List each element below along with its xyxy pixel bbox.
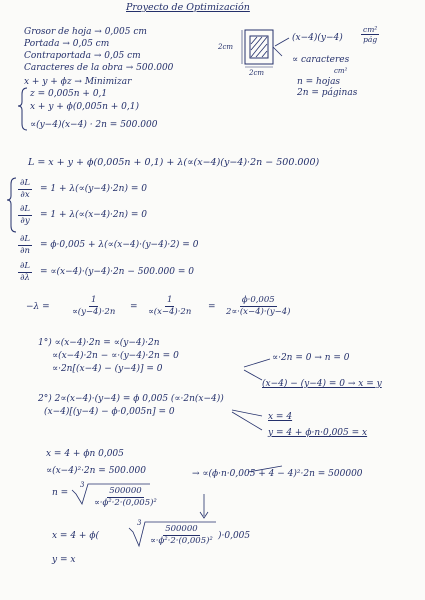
case1-line: ∝(x−4)·2n − ∝·(y−4)·2n = 0: [52, 351, 179, 361]
alpha-label: ∝ caracteres: [292, 55, 350, 65]
case1-result: (x−4) − (y−4) = 0 → x = y: [262, 379, 382, 389]
given-line: Grosor de hoja → 0,005 cm: [24, 27, 147, 37]
case2-result: x = 4: [268, 412, 293, 422]
given-line: Contraportada → 0,05 cm: [24, 51, 141, 61]
given-line: Portada → 0,05 cm: [24, 39, 110, 49]
given-line: Caracteres de la obra → 500.000: [24, 63, 174, 73]
partial-den: ∂n: [20, 246, 30, 256]
n-root-fraction: [92, 486, 159, 509]
alpha-unit: cm²: [334, 67, 348, 75]
fraction-den: 2∝·(x−4)·(y−4): [226, 307, 291, 317]
solution-line: x = 4 + ϕn 0,005: [46, 449, 124, 459]
partial-rhs: = 1 + λ(∝(x−4)·2n) = 0: [40, 210, 147, 220]
diagram-bottom-label: 2cm: [249, 69, 265, 77]
solution-line: n =: [52, 488, 69, 498]
area-unit-den: pág: [363, 35, 378, 44]
partial-num: ∂L: [20, 204, 31, 214]
fraction-num: 500000: [109, 486, 142, 496]
equals-sign: =: [130, 302, 138, 312]
fraction-num: 1: [166, 295, 173, 305]
partial-fraction: [18, 261, 32, 284]
partial-rhs: = ϕ·0,005 + λ(∝(x−4)·(y−4)·2) = 0: [40, 240, 199, 250]
partial-num: ∂L: [20, 261, 31, 271]
setup-line: z = 0,005n + 0,1: [30, 89, 108, 99]
area-unit: [361, 25, 379, 44]
partial-rhs: = ∝(x−4)·(y−4)·2n − 500.000 = 0: [40, 267, 194, 277]
n-definition: n = hojas: [297, 77, 341, 87]
page-title: Proyecto de Optimización: [126, 2, 250, 13]
partial-num: ∂L: [20, 234, 31, 244]
fraction-den: ∝(x−4)·2n: [148, 307, 192, 317]
lambda-fraction: [146, 295, 193, 318]
root-index: 3: [137, 519, 142, 527]
equals-sign: =: [208, 302, 216, 312]
root-index: 3: [80, 481, 85, 489]
case1-result: ∝·2n = 0 → n = 0: [272, 353, 350, 363]
solution-line: → ∝(ϕ·n·0,005 + 4 − 4)²·2n = 500000: [192, 469, 363, 479]
fraction-den: ∝(y−4)·2n: [72, 307, 116, 317]
solution-line: ∝(x−4)²·2n = 500.000: [46, 466, 146, 476]
partial-fraction: [18, 178, 32, 201]
case1-line: 1°) ∝(x−4)·2n = ∝(y−4)·2n: [38, 338, 160, 348]
case1-line: ∝·2n[(x−4) − (y−4)] = 0: [52, 364, 163, 374]
case2-line: (x−4)[(y−4) − ϕ·0,005n] = 0: [44, 407, 175, 417]
partial-den: ∂y: [20, 216, 30, 226]
fraction-num: ϕ·0,005: [241, 295, 275, 305]
area-unit-num: cm²: [363, 25, 378, 34]
case2-line: 2°) 2∝(x−4)·(y−4) = ϕ 0,005 (∝·2n(x−4)): [38, 394, 224, 404]
2n-definition: 2n = páginas: [297, 88, 358, 98]
area-expression: (x−4)(y−4): [292, 33, 343, 43]
lagrangian: L = x + y + ϕ(0,005n + 0,1) + λ(∝(x−4)(y−4)·2n − 500.000): [28, 157, 320, 168]
fraction-den: ∝·ϕ²·2·(0,005)²: [94, 498, 157, 508]
setup-line: ∝(y−4)(x−4) · 2n = 500.000: [30, 120, 158, 130]
partial-rhs: = 1 + λ(∝(y−4)·2n) = 0: [40, 184, 147, 194]
case2-result: y = 4 + ϕ·n·0,005 = x: [268, 428, 368, 438]
diagram-side-label: 2cm: [218, 43, 234, 51]
x-final-lhs: x = 4 + ϕ(: [52, 531, 99, 541]
fraction-num: 1: [90, 295, 97, 305]
lambda-fraction: [70, 295, 117, 318]
partial-den: ∂x: [20, 190, 30, 200]
partial-fraction: [18, 204, 32, 227]
lambda-lhs: −λ =: [26, 302, 50, 312]
fraction-num: 500000: [165, 524, 198, 534]
partial-fraction: [18, 234, 32, 257]
setup-line: x + y + ϕ(0,005n + 0,1): [30, 102, 139, 112]
y-final: y = x: [52, 555, 76, 565]
partial-den: ∂λ: [20, 273, 30, 283]
lambda-fraction: [224, 295, 293, 318]
x-final-tail: )·0,005: [218, 531, 251, 541]
given-line: x + y + ϕz → Minimizar: [24, 77, 132, 87]
x-root-fraction: [148, 524, 215, 547]
fraction-den: ∝·ϕ²·2·(0,005)²: [150, 536, 213, 546]
partial-num: ∂L: [20, 178, 31, 188]
